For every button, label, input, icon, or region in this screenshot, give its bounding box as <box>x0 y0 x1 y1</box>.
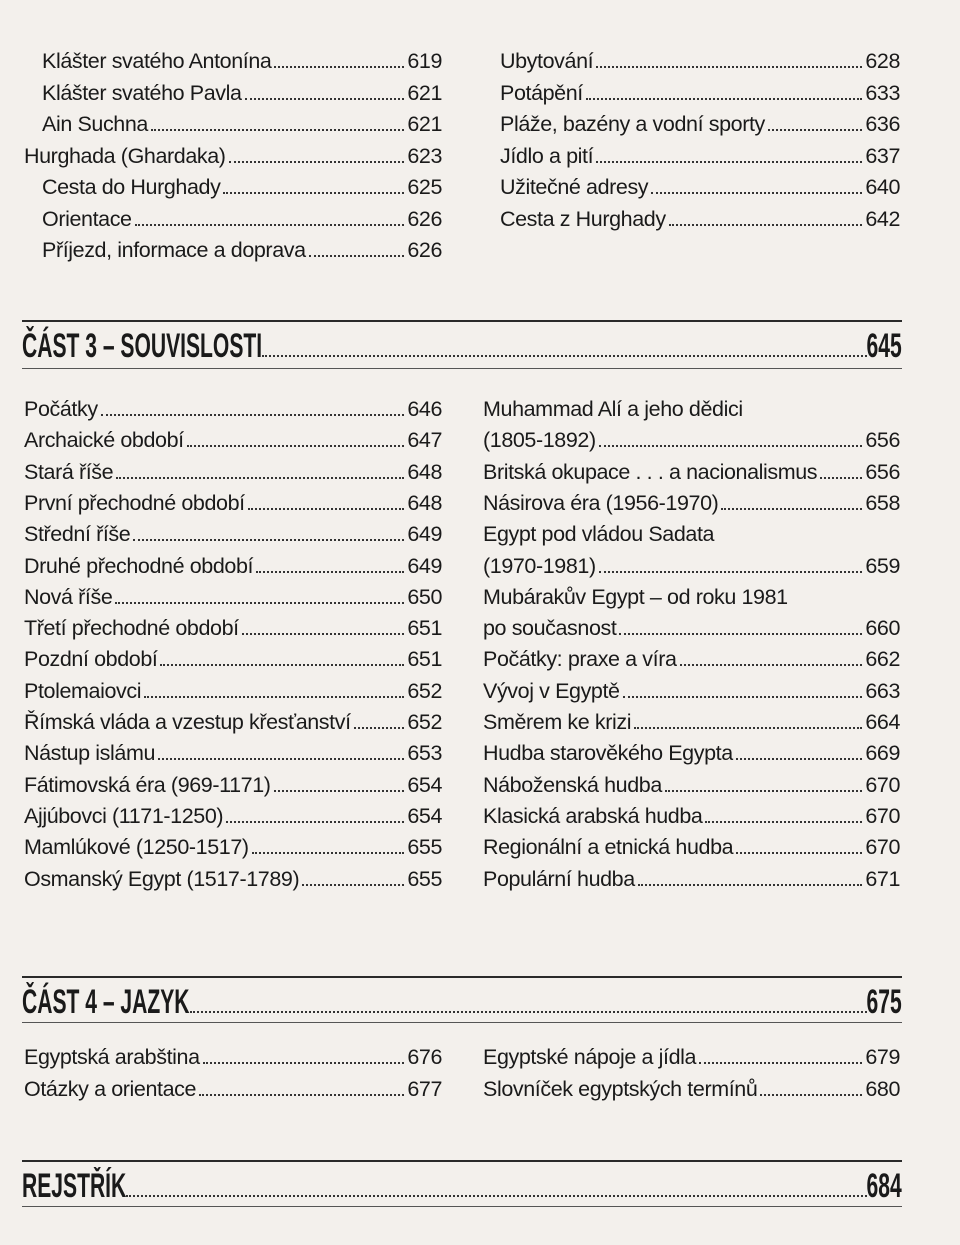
dot-leader <box>736 851 862 854</box>
toc-entry-1805-1892 <box>483 427 900 455</box>
entry-page-number: 628 <box>865 49 900 73</box>
toc-entry-muhammad-ali-a-jeho-dedici <box>483 396 900 424</box>
entry-title: Slovníček egyptských termínů <box>483 1076 758 1101</box>
toc-entry-egyptske-napoje-a-jidla <box>483 1044 900 1072</box>
entry-title: Nová říše <box>24 584 113 609</box>
section-page-number: 675 <box>866 983 902 1021</box>
toc-entry-druhe-prechodne-obdobi <box>24 553 442 581</box>
entry-page-number: 656 <box>865 459 900 484</box>
entry-page-number: 621 <box>407 80 442 105</box>
toc-entry-uzitecne-adresy <box>500 174 900 202</box>
entry-page-number: 662 <box>865 647 900 672</box>
dot-leader <box>596 160 862 163</box>
entry-page-number: 670 <box>865 772 900 797</box>
toc-entry-plaze-bazeny-a-vodni-sporty <box>500 111 900 139</box>
dot-leader <box>229 160 405 163</box>
dot-leader <box>274 789 405 792</box>
entry-title: Populární hudba <box>483 866 635 891</box>
toc-entry-smerem-ke-krizi <box>483 709 900 737</box>
toc-entry-klasicka-arabska-hudba <box>483 803 900 831</box>
toc-entry-prvni-prechodne-obdobi <box>24 490 442 518</box>
dot-leader <box>820 476 862 479</box>
entry-page-number: 626 <box>407 238 442 262</box>
entry-title: Britská okupace . . . a nacionalismus <box>483 459 818 484</box>
entry-title: Orientace <box>42 206 132 231</box>
entry-title: (1970-1981) <box>483 553 596 578</box>
entry-page-number: 625 <box>407 175 442 199</box>
toc-entry-slovnicek-egyptskych-terminu <box>483 1076 900 1104</box>
entry-title: Násirova éra (1956-1970) <box>483 490 719 515</box>
dot-leader <box>223 191 404 194</box>
entry-page-number: 656 <box>865 428 900 453</box>
entry-page-number: 655 <box>407 835 442 860</box>
entry-title: Pozdní období <box>24 647 158 672</box>
toc-entry-prijezd-informace-a-doprava <box>42 237 442 265</box>
toc-entry-cesta-do-hurghady <box>42 174 442 202</box>
toc-entry-pozdni-obdobi <box>24 646 442 674</box>
entry-title: Archaické období <box>24 428 184 453</box>
toc-entry-nasirova-era-1956-1970 <box>483 490 900 518</box>
toc-entry-po-soucasnost <box>483 615 900 643</box>
divider-top <box>22 320 902 322</box>
entry-title: Užitečné adresy <box>500 175 649 199</box>
toc-entry-pocatky-praxe-a-vira <box>483 646 900 674</box>
dot-leader <box>274 65 404 68</box>
dot-leader <box>135 223 405 226</box>
entry-title: Regionální a etnická hudba <box>483 835 734 860</box>
entry-page-number: 619 <box>407 49 442 73</box>
entry-page-number: 677 <box>407 1076 442 1101</box>
dot-leader <box>151 128 404 131</box>
dot-leader <box>736 757 863 760</box>
dot-leader <box>126 1194 867 1197</box>
dot-leader <box>619 632 862 635</box>
divider-bottom <box>22 1022 902 1023</box>
dot-leader <box>760 1093 862 1096</box>
entry-title: Hurghada (Ghardaka) <box>24 143 226 168</box>
section-title: ČÁST 4 – JAZYK <box>22 983 190 1021</box>
dot-leader <box>669 223 863 226</box>
dot-leader <box>768 128 862 131</box>
dot-leader <box>699 1061 862 1064</box>
toc-entry-rimska-vlada-a-vzestup-krestanstvi <box>24 709 442 737</box>
dot-leader <box>203 1061 405 1064</box>
entry-title: Jídlo a pití <box>500 143 594 168</box>
dot-leader <box>248 507 405 510</box>
entry-title: První přechodné období <box>24 490 245 515</box>
entry-title: Cesta z Hurghady <box>500 206 666 231</box>
divider-bottom <box>22 1206 902 1207</box>
entry-page-number: 653 <box>407 741 442 766</box>
entry-page-number: 637 <box>865 143 900 168</box>
entry-title: Ubytování <box>500 49 594 73</box>
dot-leader <box>596 65 862 68</box>
entry-page-number: 659 <box>865 553 900 578</box>
dot-leader <box>245 97 405 100</box>
entry-page-number: 654 <box>407 803 442 828</box>
entry-page-number: 636 <box>865 112 900 136</box>
entry-title: Fátimovská éra (969-1171) <box>24 772 271 797</box>
entry-page-number: 650 <box>407 584 442 609</box>
dot-leader <box>309 254 405 257</box>
entry-page-number: 647 <box>407 428 442 453</box>
dot-leader <box>256 570 404 573</box>
entry-page-number: 642 <box>865 206 900 231</box>
entry-page-number: 676 <box>407 1045 442 1069</box>
entry-title: Osmanský Egypt (1517-1789) <box>24 866 300 891</box>
toc-entry-otazky-a-orientace <box>24 1076 442 1104</box>
toc-entry-nova-rise <box>24 584 442 612</box>
entry-title: Egypt pod vládou Sadata <box>483 522 715 547</box>
toc-entry-klaster-svateho-antonina <box>42 48 442 76</box>
toc-entry-egyptska-arabstina <box>24 1044 442 1072</box>
dot-leader <box>623 695 863 698</box>
entry-page-number: 670 <box>865 835 900 860</box>
entry-page-number: 660 <box>865 616 900 641</box>
toc-entry-treti-prechodne-obdobi <box>24 615 442 643</box>
dot-leader <box>634 726 862 729</box>
toc-entry-pocatky <box>24 396 442 424</box>
section-page-number: 645 <box>866 327 902 365</box>
entry-title: Římská vláda a vzestup křesťanství <box>24 710 351 734</box>
dot-leader <box>665 789 862 792</box>
entry-title: Náboženská hudba <box>483 772 662 797</box>
entry-title: Klášter svatého Pavla <box>42 80 242 105</box>
entry-title: Ain Suchna <box>42 112 148 136</box>
dot-leader <box>242 632 405 635</box>
dot-leader <box>651 191 862 194</box>
dot-leader <box>144 695 404 698</box>
toc-entry-stredni-rise <box>24 521 442 549</box>
entry-page-number: 670 <box>865 803 900 828</box>
dot-leader <box>599 570 863 573</box>
entry-page-number: 648 <box>407 490 442 515</box>
entry-title: Otázky a orientace <box>24 1076 197 1101</box>
entry-page-number: 652 <box>407 678 442 703</box>
toc-entry-egypt-pod-vladou-sadata <box>483 521 900 549</box>
toc-entry-stara-rise <box>24 459 442 487</box>
entry-page-number: 640 <box>865 175 900 199</box>
entry-title: Klasická arabská hudba <box>483 803 703 828</box>
entry-title: Směrem ke krizi <box>483 710 632 734</box>
entry-title: Cesta do Hurghady <box>42 175 221 199</box>
entry-title: Hudba starověkého Egypta <box>483 741 733 766</box>
dot-leader <box>115 601 404 604</box>
entry-page-number: 648 <box>407 459 442 484</box>
entry-page-number: 651 <box>407 616 442 641</box>
toc-entry-fatimovska-era-969-1171 <box>24 772 442 800</box>
dot-leader <box>354 726 405 729</box>
toc-entry-osmansky-egypt-1517-1789 <box>24 866 442 894</box>
dot-leader <box>116 476 404 479</box>
toc-entry-vyvoj-v-egypte <box>483 678 900 706</box>
entry-title: Třetí přechodné období <box>24 616 239 641</box>
entry-page-number: 649 <box>407 553 442 578</box>
entry-page-number: 655 <box>407 866 442 891</box>
entry-title: Egyptská arabština <box>24 1045 200 1069</box>
entry-page-number: 680 <box>865 1076 900 1101</box>
section-page-number: 684 <box>866 1167 902 1205</box>
dot-leader <box>680 663 863 666</box>
dot-leader <box>599 444 863 447</box>
entry-page-number: 664 <box>865 710 900 734</box>
dot-leader <box>252 851 405 854</box>
entry-title: Potápění <box>500 80 583 105</box>
toc-entry-ubytovani <box>500 48 900 76</box>
section-title: REJSTŘÍK <box>22 1167 127 1205</box>
entry-page-number: 621 <box>407 112 442 136</box>
entry-title: Vývoj v Egyptě <box>483 678 620 703</box>
dot-leader <box>160 663 404 666</box>
toc-entry-mamlukove-1250-1517 <box>24 834 442 862</box>
toc-entry-popularni-hudba <box>483 866 900 894</box>
section-title: ČÁST 3 – SOUVISLOSTI <box>22 327 263 365</box>
entry-page-number: 623 <box>407 143 442 168</box>
entry-title: Příjezd, informace a doprava <box>42 238 306 262</box>
toc-entry-ptolemaiovci <box>24 678 442 706</box>
entry-title: Mamlúkové (1250-1517) <box>24 835 249 860</box>
entry-page-number: 633 <box>865 80 900 105</box>
toc-entry-regionalni-a-etnicka-hudba <box>483 834 900 862</box>
toc-entry-ajjubovci-1171-1250 <box>24 803 442 831</box>
dot-leader <box>187 444 405 447</box>
entry-title: Egyptské nápoje a jídla <box>483 1045 697 1069</box>
entry-page-number: 671 <box>865 866 900 891</box>
section-heading-part4 <box>22 982 902 1022</box>
dot-leader <box>158 757 404 760</box>
entry-title: Klášter svatého Antonína <box>42 49 272 73</box>
entry-page-number: 669 <box>865 741 900 766</box>
dot-leader <box>705 820 862 823</box>
toc-entry-jidlo-a-piti <box>500 143 900 171</box>
divider-top <box>22 976 902 978</box>
entry-page-number: 663 <box>865 678 900 703</box>
toc-entry-mubarakuv-egypt-od-roku-1981 <box>483 584 900 612</box>
toc-entry-ain-suchna <box>42 111 442 139</box>
entry-title: Počátky <box>24 397 98 421</box>
entry-title: Střední říše <box>24 522 131 547</box>
section-heading-part3 <box>22 326 902 366</box>
toc-entry-nastup-islamu <box>24 740 442 768</box>
dot-leader <box>721 507 862 510</box>
divider-top <box>22 1160 902 1162</box>
dot-leader <box>101 413 405 416</box>
toc-entry-cesta-z-hurghady <box>500 206 900 234</box>
entry-page-number: 679 <box>865 1045 900 1069</box>
entry-title: Muhammad Alí a jeho dědici <box>483 397 743 421</box>
entry-title: Druhé přechodné období <box>24 553 254 578</box>
toc-entry-hurghada-ghardaka <box>24 143 442 171</box>
entry-title: Pláže, bazény a vodní sporty <box>500 112 765 136</box>
dot-leader <box>226 820 404 823</box>
entry-page-number: 626 <box>407 206 442 231</box>
dot-leader <box>302 883 404 886</box>
dot-leader <box>586 97 862 100</box>
toc-entry-archaicke-obdobi <box>24 427 442 455</box>
entry-page-number: 651 <box>407 647 442 672</box>
toc-entry-1970-1981 <box>483 553 900 581</box>
entry-page-number: 646 <box>407 397 442 421</box>
dot-leader <box>190 1010 867 1013</box>
entry-title: Stará říše <box>24 459 114 484</box>
entry-page-number: 654 <box>407 772 442 797</box>
toc-entry-hudba-starovekeho-egypta <box>483 740 900 768</box>
entry-title: Ptolemaiovci <box>24 678 142 703</box>
dot-leader <box>199 1093 404 1096</box>
entry-title: Počátky: praxe a víra <box>483 647 677 672</box>
toc-entry-nabozenska-hudba <box>483 772 900 800</box>
dot-leader <box>638 883 863 886</box>
entry-title: (1805-1892) <box>483 428 596 453</box>
entry-title: Mubárakův Egypt – od roku 1981 <box>483 584 788 609</box>
divider-bottom <box>22 368 902 369</box>
entry-page-number: 658 <box>865 490 900 515</box>
dot-leader <box>133 538 404 541</box>
entry-page-number: 652 <box>407 710 442 734</box>
toc-entry-britska-okupace-a-nacionalismus <box>483 459 900 487</box>
toc-entry-orientace <box>42 206 442 234</box>
dot-leader <box>262 354 867 357</box>
entry-page-number: 649 <box>407 522 442 547</box>
entry-title: Ajjúbovci (1171-1250) <box>24 803 224 828</box>
entry-title: Nástup islámu <box>24 741 156 766</box>
toc-entry-potapeni <box>500 80 900 108</box>
toc-entry-klaster-svateho-pavla <box>42 80 442 108</box>
section-heading-index <box>22 1166 902 1206</box>
entry-title: po současnost <box>483 616 617 641</box>
